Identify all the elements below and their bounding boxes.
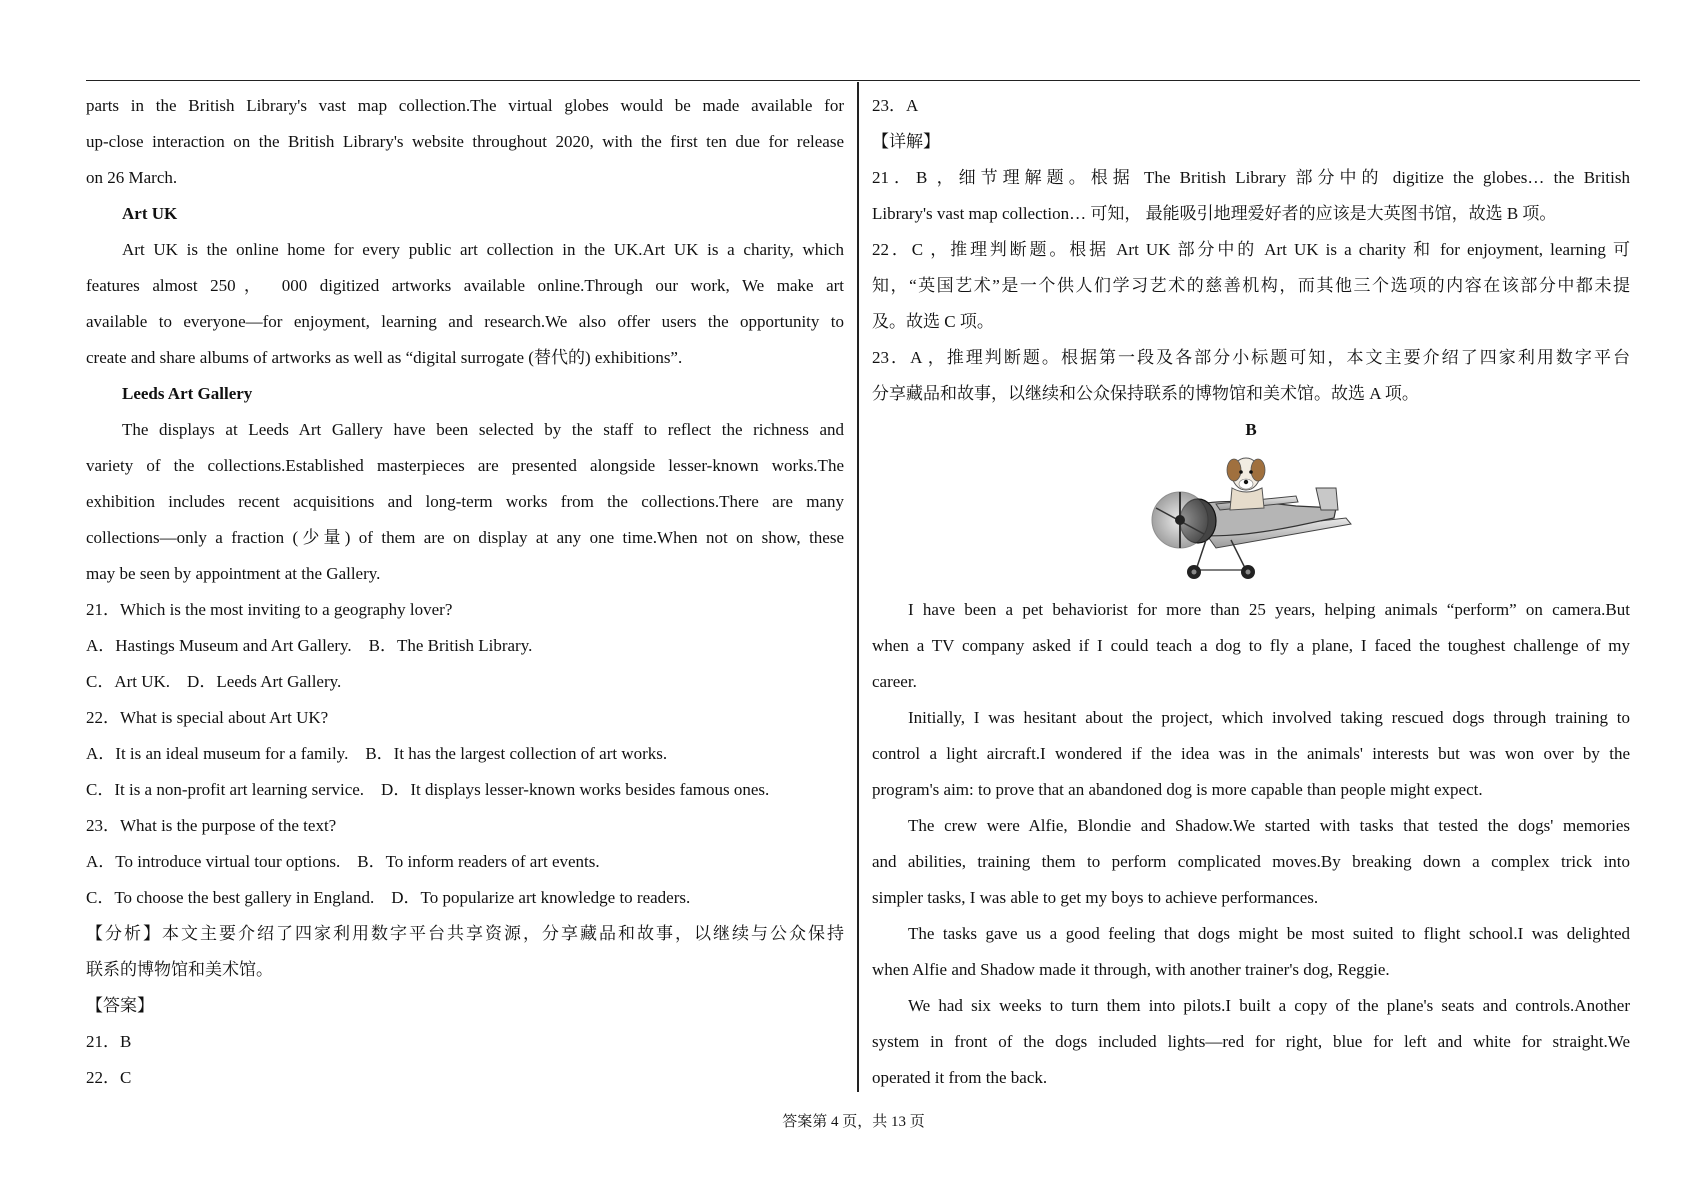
detail-line: 分享藏品和故事，以继续和公众保持联系的博物馆和美术馆。故选 A 项。 [872,384,1419,403]
detail-line: 22．C ，推理判断题。根据 Art UK 部分中的 Art UK is a charity 和 for enjoyment, learning 可 [872,240,1630,259]
detail-line: Library's vast map collection… 可知， 最能吸引地理爱好者的应该是大英图书馆，故选 B 项。 [872,204,1557,223]
leeds-line: exhibition includes recent acquisitions and long-term works from the collections.There are many [86,492,844,511]
passage-line: and abilities, training them to perform complicated moves.By breaking down a complex trick into [872,852,1630,871]
art-uk-line: create and share albums of artworks as well as “digital surrogate (替代的) exhibitions”. [86,348,683,367]
column-divider [857,82,859,1092]
header-rule [86,80,1640,81]
passage-b [872,592,1630,1096]
passage-line: operated it from the back. [872,1068,1048,1087]
passage-line: The tasks gave us a good feeling that dogs might be most suited to flight school.I was delighted [908,924,1630,943]
passage-line: when a TV company asked if I could teach a dog to fly a plane, I faced the toughest challenge of my [872,636,1630,655]
leeds-line: collections—only a fraction (少量) of them are on display at any one time.When not on show, these [86,528,844,547]
passage-line: Initially, I was hesitant about the project, which involved taking rescued dogs through training to [908,708,1630,727]
right-column [872,88,1630,1096]
art-uk-line: available to everyone—for enjoyment, learning and research.We also offer users the opportunity to [86,312,844,331]
passage-line: simpler tasks, I was able to get my boys to achieve performances. [872,888,1319,907]
passage-line: system in front of the dogs included lights—red for right, blue for left and white for straight.We [872,1032,1630,1051]
section-b-heading: B [1245,420,1257,439]
question-stem: 22．What is special about Art UK? [86,708,329,727]
question-options: A．To introduce virtual tour options. B．To inform readers of art events. [86,852,600,871]
answer-line: 23．A [872,96,919,115]
intro-line: up-close interaction on the British Library's website throughout 2020, with the first ten due for release [86,132,844,151]
question-options: C．Art UK. D．Leeds Art Gallery. [86,672,342,691]
question-options: C．It is a non-profit art learning service. D．It displays lesser-known works besides famous ones. [86,780,770,799]
analysis-line: 【分析】本文主要介绍了四家利用数字平台共享资源，分享藏品和故事，以继续与公众保持 [86,924,844,943]
passage-line: The crew were Alfie, Blondie and Shadow.We started with tasks that tested the dogs' memories [908,816,1630,835]
answer-line: 21．B [86,1032,132,1051]
passage-line: when Alfie and Shadow made it through, with another trainer's dog, Reggie. [872,960,1390,979]
passage-line: program's aim: to prove that an abandoned dog is more capable than people might expect. [872,780,1483,799]
answer-line: 22．C [86,1068,132,1087]
detail-line: 21．B ，细节理解题。根据 The British Library 部分中的 digitize the globes… the British [872,168,1630,187]
passage-line: career. [872,672,917,691]
intro-line: parts in the British Library's vast map collection.The virtual globes would be made available for [86,96,844,115]
passage-line: control a light aircraft.I wondered if the idea was in the animals' interests but was won over by the [872,744,1630,763]
question-stem: 21．Which is the most inviting to a geography lover? [86,600,453,619]
page-footer: 答案第 4 页，共 13 页 [782,1114,925,1130]
leeds-line: may be seen by appointment at the Gallery. [86,564,381,583]
detail-line: 知，“英国艺术”是一个供人们学习艺术的慈善机构，而其他三个选项的内容在该部分中都未提 [872,276,1630,295]
leeds-line: variety of the collections.Established masterpieces are presented alongside lesser-known works.The [86,456,844,475]
art-uk-line: Art UK is the online home for every public art collection in the UK.Art UK is a charity, which [122,240,844,259]
dog-airplane-image [1146,448,1356,588]
dog-plane-illustration [872,448,1630,592]
answer-heading: 【答案】 [86,996,154,1015]
question-options: C．To choose the best gallery in England. D．To popularize art knowledge to readers. [86,888,691,907]
art-uk-line: features almost 250， 000 digitized artworks available online.Through our work, We make art [86,276,844,295]
leeds-line: The displays at Leeds Art Gallery have been selected by the staff to reflect the richness and [122,420,844,439]
left-column [86,88,844,1096]
question-options: A．It is an ideal museum for a family. B．It has the largest collection of art works. [86,744,668,763]
analysis-line: 联系的博物馆和美术馆。 [86,960,273,979]
passage-line: I have been a pet behaviorist for more than 25 years, helping animals “perform” on camera.But [908,600,1630,619]
detail-line: 及。故选 C 项。 [872,312,994,331]
passage-line: We had six weeks to turn them into pilots.I built a copy of the plane's seats and controls.Another [908,996,1630,1015]
question-stem: 23．What is the purpose of the text? [86,816,337,835]
leeds-heading: Leeds Art Gallery [122,384,253,403]
art-uk-heading: Art UK [122,204,178,223]
question-options: A．Hastings Museum and Art Gallery. B．The British Library. [86,636,533,655]
detail-heading: 【详解】 [872,132,940,151]
detail-line: 23．A ，推理判断题。根据第一段及各部分小标题可知，本文主要介绍了四家利用数字平台 [872,348,1630,367]
intro-line: on 26 March. [86,168,178,187]
